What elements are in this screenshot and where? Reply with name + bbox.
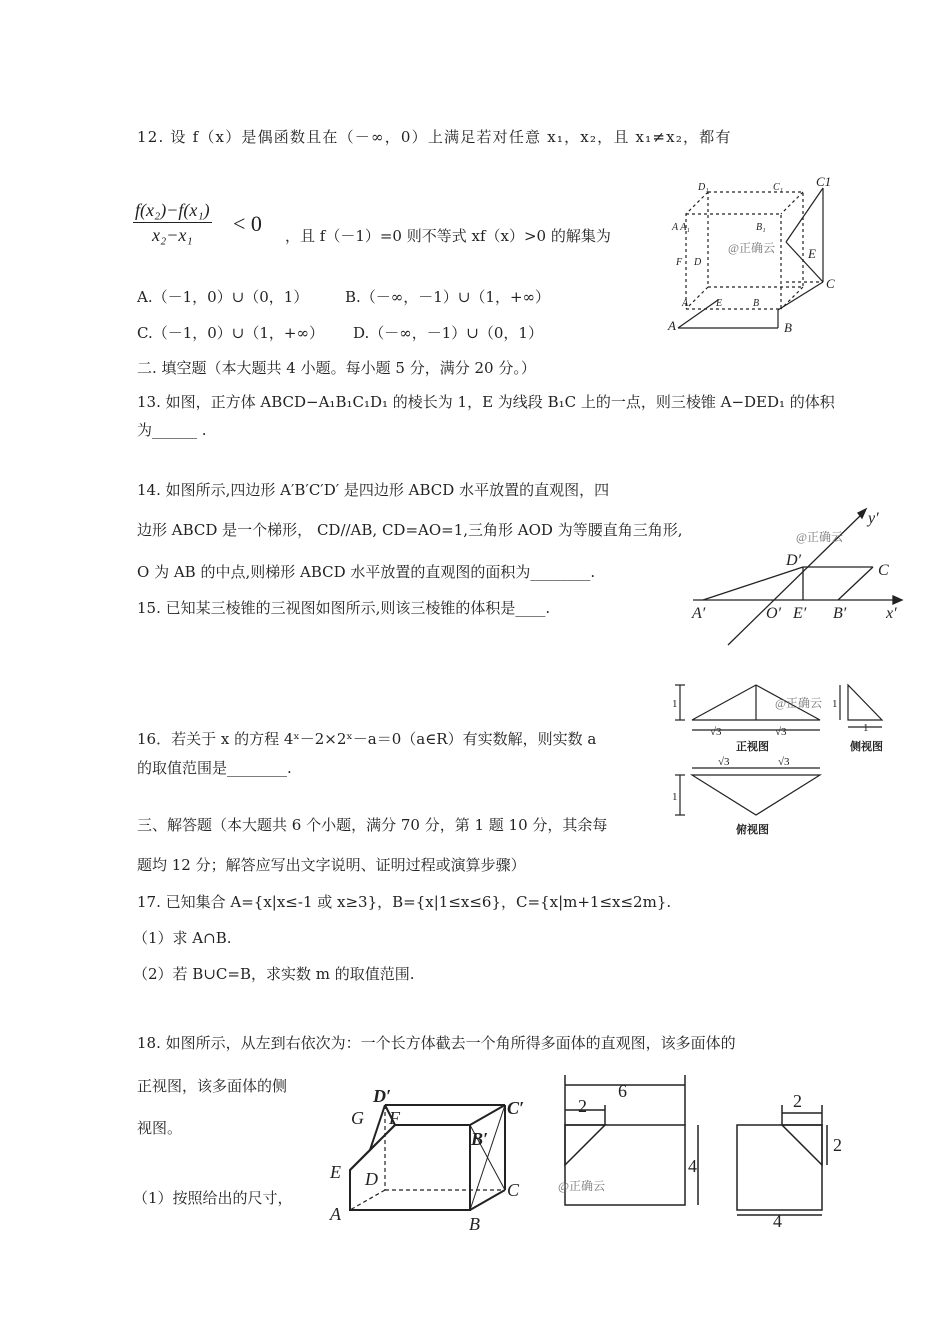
svg-text:E: E xyxy=(808,246,816,261)
q12-option-c: C.（－1，0）∪（1，+∞） xyxy=(137,324,324,342)
q14-line1: 14. 如图所示,四边形 A′B′C′D′ 是四边形 ABCD 水平放置的直观图，四 xyxy=(137,481,610,499)
dim-sqrt3: √3 xyxy=(718,756,730,768)
front-view-label: 正视图 xyxy=(736,741,769,753)
q18-line4: （1）按照给出的尺寸， xyxy=(133,1189,293,1207)
svg-text:B′: B′ xyxy=(833,605,847,622)
fraction-denominator: x₂−x₁ xyxy=(151,225,193,245)
svg-text:A: A xyxy=(668,318,676,333)
dim-sqrt3: √3 xyxy=(710,726,722,738)
dim-sqrt3: √3 xyxy=(778,756,790,768)
svg-text:C₁: C₁ xyxy=(773,182,784,193)
svg-text:C: C xyxy=(878,562,889,579)
svg-text:A A₁: A A₁ xyxy=(672,222,690,233)
svg-text:x′: x′ xyxy=(886,605,897,622)
polyhedron-figure xyxy=(325,1080,535,1240)
svg-text:D′: D′ xyxy=(373,1086,392,1106)
q15-text: 15. 已知某三棱锥的三视图如图所示,则该三棱锥的体积是____. xyxy=(137,599,551,617)
q18-line1: 18. 如图所示，从左到右依次为：一个长方体截去一个角所得多面体的直观图，该多面体的 xyxy=(137,1034,736,1052)
q18-front-view xyxy=(550,1070,710,1210)
side-view-label: 侧视图 xyxy=(850,741,883,753)
dim-6: 6 xyxy=(618,1081,627,1101)
section2-heading: 二. 填空题（本大题共 4 小题。每小题 5 分，满分 20 分。） xyxy=(137,359,536,377)
svg-text:A: A xyxy=(330,1204,341,1224)
q18-side-view xyxy=(725,1085,855,1230)
svg-text:A: A xyxy=(682,298,689,309)
svg-text:B: B xyxy=(784,320,792,335)
fraction-numerator: f(x₂)−f(x₁) xyxy=(133,198,212,223)
dim-4: 4 xyxy=(688,1156,697,1176)
q13-line2: 为______ . xyxy=(137,421,207,439)
svg-text:E: E xyxy=(716,298,723,309)
svg-text:C1: C1 xyxy=(816,174,832,189)
svg-text:D₁: D₁ xyxy=(698,182,709,193)
q13-line1: 13. 如图，正方体 ABCD−A₁B₁C₁D₁ 的棱长为 1，E 为线段 B₁C 上的一点，则三棱锥 A−DED₁ 的体积 xyxy=(137,393,835,411)
dim-1: 1 xyxy=(863,722,869,734)
svg-text:y′: y′ xyxy=(868,510,879,527)
q16-line1: 16．若关于 x 的方程 4ˣ－2×2ˣ－a＝0（a∈R）有实数解，则实数 a xyxy=(137,730,597,748)
q14-line2: 边形 ABCD 是一个梯形， CD//AB, CD=AO=1,三角形 AOD 为等腰直角三角形, xyxy=(137,521,683,539)
svg-text:B₁: B₁ xyxy=(756,222,766,233)
q18-line2: 正视图，该多面体的侧 xyxy=(137,1077,288,1095)
q12-fraction xyxy=(133,198,212,247)
svg-text:O′: O′ xyxy=(766,605,782,622)
dim-2: 2 xyxy=(793,1091,802,1111)
svg-text:C: C xyxy=(507,1180,520,1200)
svg-text:D: D xyxy=(365,1169,378,1189)
dim-sqrt3: √3 xyxy=(775,726,787,738)
dim-1: 1 xyxy=(832,698,838,710)
top-view-label: 俯视图 xyxy=(736,824,769,836)
q12-option-b: B.（－∞，－1）∪（1，+∞） xyxy=(345,288,551,306)
svg-text:B: B xyxy=(469,1214,480,1234)
q12-line1: 12. 设 f（x）是偶函数且在（－∞，0）上满足若对任意 x₁，x₂，且 x₁≠x₂，都有 xyxy=(137,128,732,146)
q14-line3: O 为 AB 的中点,则梯形 ABCD 水平放置的直观图的面积为________. xyxy=(137,563,596,581)
svg-text:B′: B′ xyxy=(471,1129,489,1149)
oblique-figure xyxy=(688,505,908,650)
q12-line2: ，且 f（－1）=0 则不等式 xf（x）>0 的解集为 xyxy=(285,227,611,245)
q12-lt-zero: < 0 xyxy=(233,211,262,236)
svg-text:G: G xyxy=(351,1108,364,1128)
q12-option-a: A.（－1，0）∪（0，1） xyxy=(137,288,309,306)
dim-1: 1 xyxy=(672,698,678,710)
dim-4: 4 xyxy=(773,1211,782,1230)
three-view-figure xyxy=(670,675,900,845)
svg-text:D: D xyxy=(694,257,702,268)
q18-line3: 视图。 xyxy=(137,1119,183,1137)
svg-text:A′: A′ xyxy=(692,605,706,622)
svg-text:C′: C′ xyxy=(507,1098,525,1118)
q17-line1: 17. 已知集合 A={x|x≤-1 或 x≥3}，B={x|1≤x≤6}，C={x|m+1≤x≤2m}. xyxy=(137,893,672,911)
q17-sub1: （1）求 A∩B. xyxy=(133,929,232,947)
dim-2: 2 xyxy=(578,1096,587,1116)
section3-line2: 题均 12 分；解答应写出文字说明、证明过程或演算步骤） xyxy=(137,856,526,874)
section3-line1: 三、解答题（本大题共 6 个小题，满分 70 分，第 1 题 10 分，其余每 xyxy=(137,816,608,834)
svg-text:C: C xyxy=(826,276,835,291)
cube-figure xyxy=(658,170,868,340)
q12-option-d: D.（－∞，－1）∪（0，1） xyxy=(353,324,543,342)
dim-2: 2 xyxy=(833,1135,842,1155)
svg-text:E: E xyxy=(330,1162,341,1182)
svg-text:D′: D′ xyxy=(786,552,802,569)
svg-text:E′: E′ xyxy=(793,605,807,622)
svg-text:B: B xyxy=(753,298,760,309)
watermark: @正确云 xyxy=(558,1179,606,1193)
watermark: @正确云 xyxy=(775,696,823,710)
svg-text:F: F xyxy=(389,1108,400,1128)
q17-sub2: （2）若 B∪C=B，求实数 m 的取值范围. xyxy=(133,965,415,983)
watermark: @正确云 xyxy=(728,241,776,255)
svg-text:F: F xyxy=(676,257,683,268)
dim-1: 1 xyxy=(672,791,678,803)
watermark: @正确云 xyxy=(796,530,844,544)
q16-line2: 的取值范围是________. xyxy=(137,759,292,777)
